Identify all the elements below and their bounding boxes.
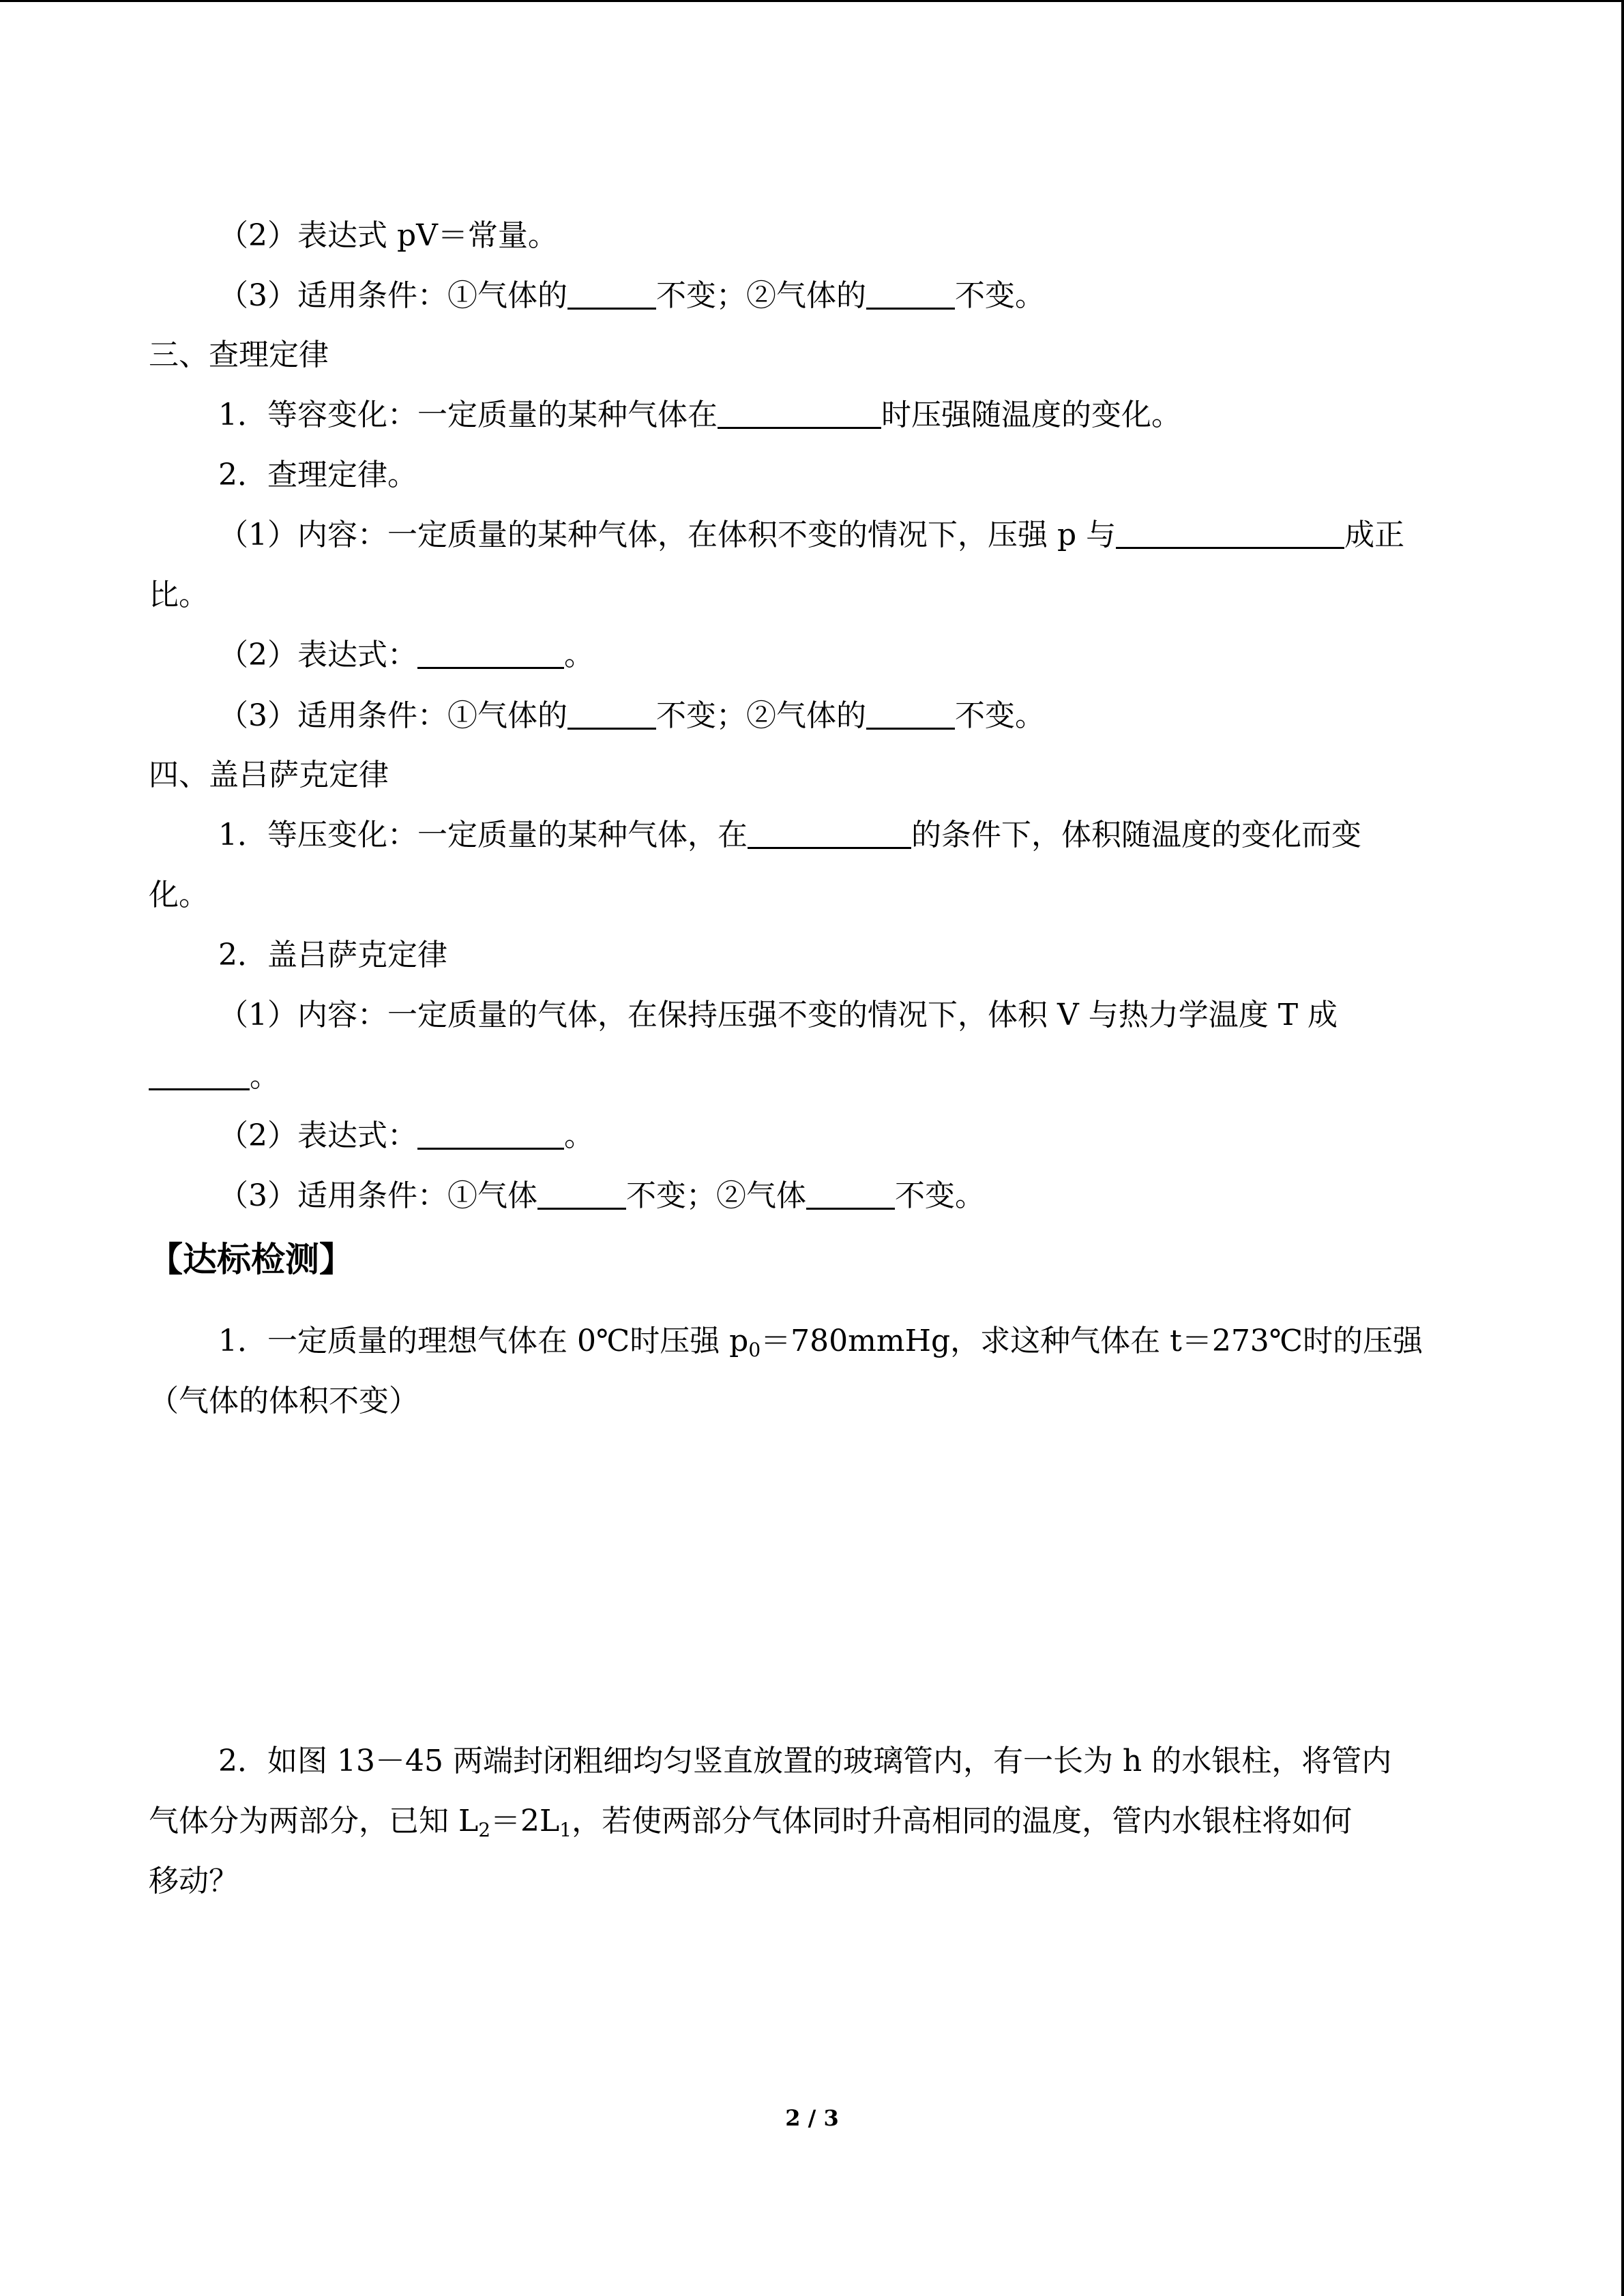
answer-blank[interactable] [567,278,656,310]
boyle-conditions-line: （3）适用条件：①气体的 不变；②气体的 不变。 [218,278,1045,313]
page-number: 2 / 3 [785,2105,839,2131]
question-1-line-1: 1．一定质量的理想气体在 0℃时压强 $p_0=780mmHg$，求这种气体在 t＝273℃时的压强 [218,1324,1423,1361]
page-border-right [1621,0,1624,2296]
question-2-line-1: 2．如图 13－45 两端封闭粗细均匀竖直放置的玻璃管内，有一长为 h 的水银柱，将管内 [218,1744,1392,1778]
question-2-line-3: 移动？ [149,1864,239,1898]
answer-blank[interactable] [718,397,881,429]
charles-law-title: 2．查理定律。 [218,458,417,492]
gay-lussac-law-title: 2．盖吕萨克定律 [218,938,447,972]
gay-lussac-content-continuation: 。 [149,1056,280,1097]
answer-blank[interactable] [537,1178,626,1210]
gay-lussac-conditions-line: （3）适用条件：①气体 不变；②气体 不变。 [218,1178,985,1213]
answer-blank[interactable] [567,698,656,730]
section-heading-charles: 三、查理定律 [149,338,329,372]
isobaric-continuation: 化。 [149,878,209,912]
gay-lussac-content-line: （1）内容：一定质量的气体，在保持压强不变的情况下，体积 V 与热力学温度 T 成 [218,998,1338,1032]
answer-blank[interactable] [806,1178,895,1210]
charles-content-line: （1）内容：一定质量的某种气体，在体积不变的情况下，压强 p 与 成正 [218,518,1405,552]
boyle-expression-line: （2）表达式 pV＝常量。 [218,218,558,253]
charles-content-continuation: 比。 [149,578,209,612]
answer-blank[interactable] [417,1118,564,1150]
answer-blank[interactable] [149,1058,250,1090]
charles-expression-line: （2）表达式： 。 [218,638,594,672]
answer-blank[interactable] [1116,517,1344,549]
page-border-top [0,0,1624,2]
gay-lussac-expression-line: （2）表达式： 。 [218,1118,594,1153]
charles-conditions-line: （3）适用条件：①气体的 不变；②气体的 不变。 [218,698,1045,733]
answer-blank[interactable] [866,698,955,730]
answer-blank[interactable] [866,278,955,310]
section-heading-assessment: 【达标检测】 [149,1240,353,1279]
answer-blank[interactable] [417,637,564,669]
section-heading-gay-lussac: 四、盖吕萨克定律 [149,758,389,792]
answer-blank[interactable] [748,817,911,849]
isobaric-line: 1．等压变化：一定质量的某种气体，在 的条件下，体积随温度的变化而变 [218,818,1361,852]
question-2-line-2: 气体分为两部分，已知 $L_2=2L_1$，若使两部分气体同时升高相同的温度，管内水银柱将如何 [149,1804,1353,1841]
isochoric-line: 1．等容变化：一定质量的某种气体在 时压强随温度的变化。 [218,398,1181,432]
question-1-line-2: （气体的体积不变） [149,1384,419,1418]
